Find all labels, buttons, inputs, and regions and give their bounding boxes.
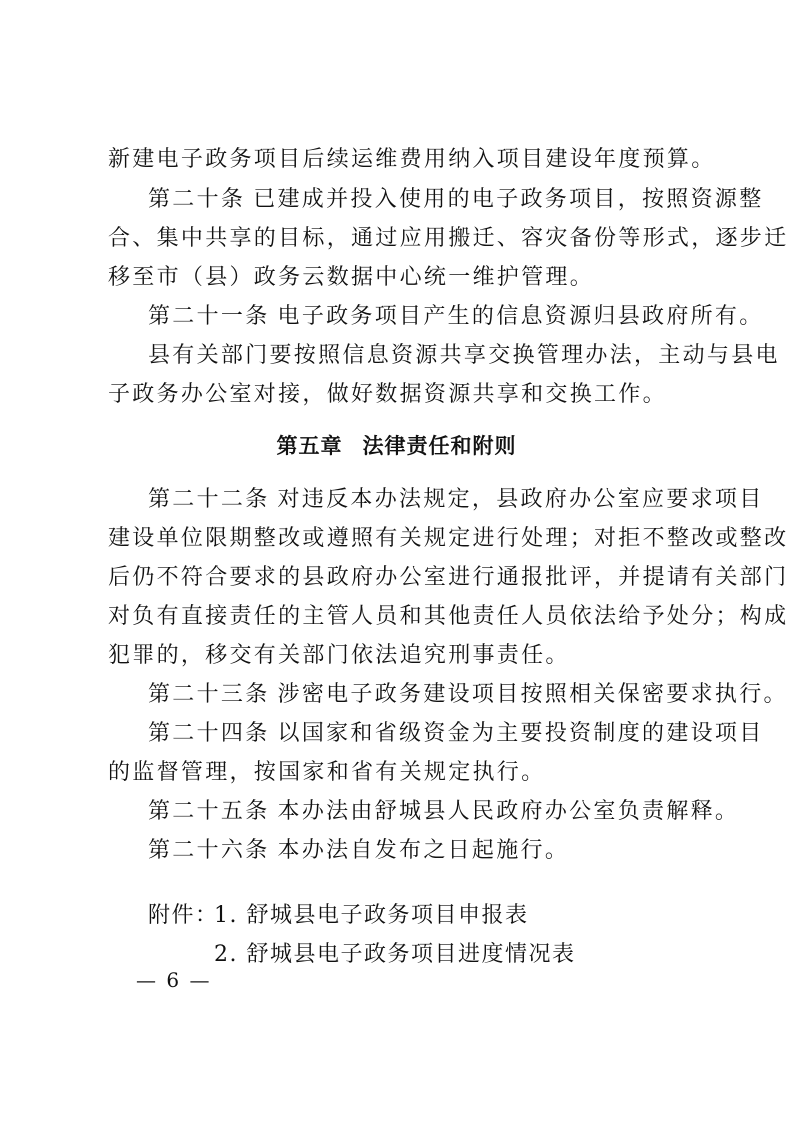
text-line: 对违反本办法规定，县政府办公室应要求项目 (277, 487, 764, 512)
page-number: — 6 — (136, 968, 212, 992)
text-line: 移至市（县）政务云数据中心统一维护管理。 (108, 265, 595, 290)
article-number: 第二十条 (148, 187, 246, 212)
article-23-line (148, 682, 788, 708)
text-line: 子政务办公室对接，做好数据资源共享和交换工作。 (108, 382, 667, 407)
chapter-number: 第五章 (276, 434, 343, 458)
text-line: 的监督管理，按国家和省有关规定执行。 (108, 760, 546, 785)
article-21-line (148, 304, 764, 330)
article-number: 第二十一条 (148, 304, 270, 329)
article-number: 第二十五条 (148, 799, 270, 824)
article-22-first-line (148, 487, 764, 513)
article-25-line (148, 799, 739, 825)
text-line: 以国家和省级资金为主要投资制度的建设项目 (277, 721, 764, 746)
text-line: 涉密电子政务建设项目按照相关保密要求执行。 (277, 682, 788, 707)
text-line: 对负有直接责任的主管人员和其他责任人员依法给予处分；构成 (108, 604, 789, 629)
article-20-first-line (148, 187, 764, 213)
attachment-item: 2. 舒城县电子政务项目进度情况表 (214, 942, 576, 967)
article-number: 第二十四条 (148, 721, 270, 746)
text-line: 犯罪的，移交有关部门依法追究刑事责任。 (108, 643, 570, 668)
article-26-line (148, 838, 569, 864)
attachments-label: 附件： (148, 903, 219, 928)
text-line: 本办法由舒城县人民政府办公室负责解释。 (277, 799, 740, 824)
chapter-heading (0, 430, 793, 460)
text-line: 县有关部门要按照信息资源共享交换管理办法，主动与县电 (148, 343, 780, 368)
article-number: 第二十二条 (148, 487, 270, 512)
text-line: 新建电子政务项目后续运维费用纳入项目建设年度预算。 (108, 147, 716, 172)
chapter-title: 法律责任和附则 (362, 434, 517, 458)
article-number: 第二十六条 (148, 838, 270, 863)
attachment-item: 1. 舒城县电子政务项目申报表 (214, 903, 529, 928)
text-line: 合、集中共享的目标，通过应用搬迁、容灾备份等形式，逐步迁 (108, 226, 789, 251)
text-line: 后仍不符合要求的县政府办公室进行通报批评，并提请有关部门 (108, 565, 789, 590)
article-24-first-line (148, 721, 764, 747)
text-line: 本办法自发布之日起施行。 (277, 838, 570, 863)
text-line: 电子政务项目产生的信息资源归县政府所有。 (277, 304, 764, 329)
article-number: 第二十三条 (148, 682, 270, 707)
text-line: 建设单位限期整改或遵照有关规定进行处理；对拒不整改或整改 (108, 526, 789, 551)
text-line: 已建成并投入使用的电子政务项目，按照资源整 (253, 187, 764, 212)
